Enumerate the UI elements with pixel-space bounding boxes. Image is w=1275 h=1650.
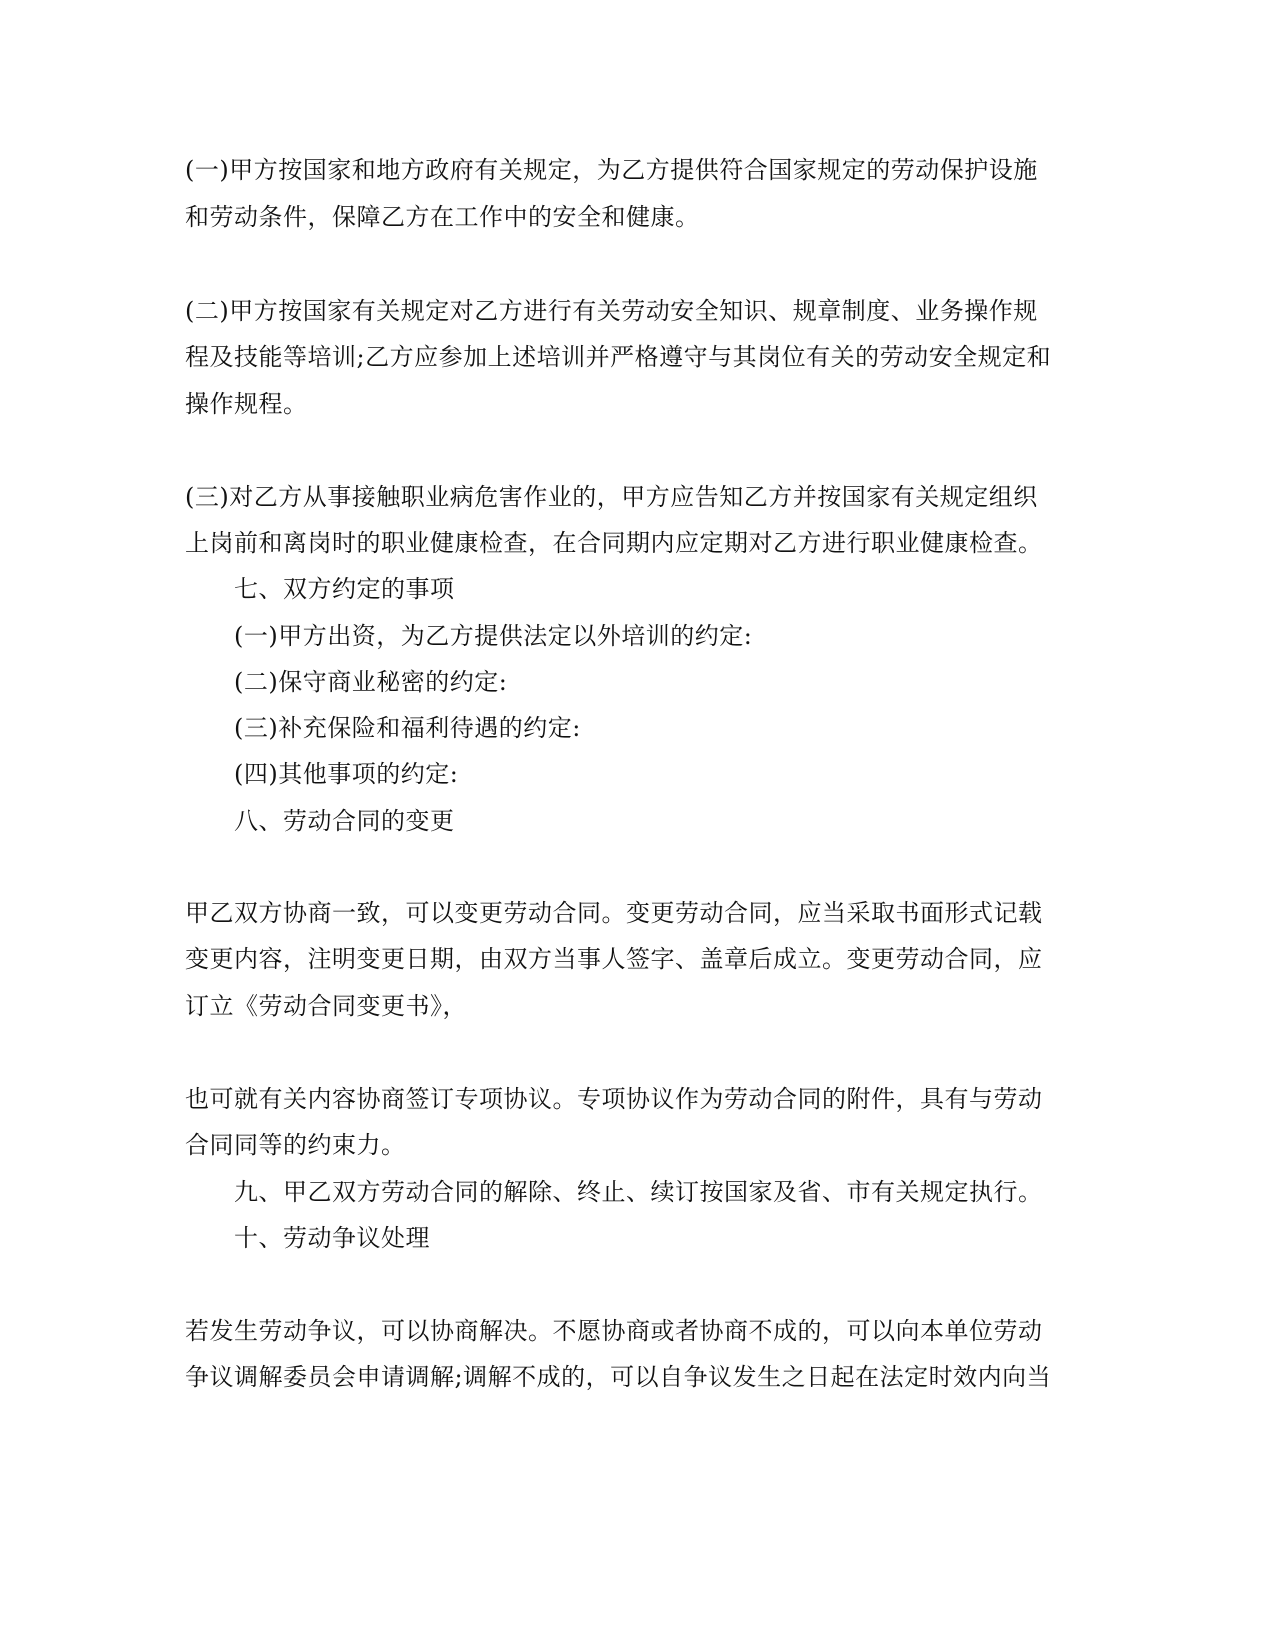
section-heading: 十、劳动争议处理	[234, 1224, 430, 1252]
section-heading: 八、劳动合同的变更	[234, 807, 455, 835]
text-line: (二)甲方按国家有关规定对乙方进行有关劳动安全知识、规章制度、业务操作规	[185, 297, 1038, 325]
text-line: (四)其他事项的约定:	[234, 760, 459, 788]
text-line: 也可就有关内容协商签订专项协议。专项协议作为劳动合同的附件，具有与劳动	[185, 1085, 1043, 1113]
text-line: 上岗前和离岗时的职业健康检查，在合同期内应定期对乙方进行职业健康检查。	[185, 529, 1043, 557]
text-line: 若发生劳动争议，可以协商解决。不愿协商或者协商不成的，可以向本单位劳动	[185, 1317, 1043, 1345]
section-heading: 九、甲乙双方劳动合同的解除、终止、续订按国家及省、市有关规定执行。	[234, 1178, 1043, 1206]
text-line: 甲乙双方协商一致，可以变更劳动合同。变更劳动合同，应当采取书面形式记载	[185, 899, 1043, 927]
text-line: (三)补充保险和福利待遇的约定:	[234, 714, 581, 742]
text-line: (二)保守商业秘密的约定:	[234, 668, 508, 696]
text-line: 争议调解委员会申请调解;调解不成的，可以自争议发生之日起在法定时效内向当	[185, 1363, 1052, 1391]
text-line: 和劳动条件，保障乙方在工作中的安全和健康。	[185, 203, 700, 231]
text-line: (一)甲方出资，为乙方提供法定以外培训的约定:	[234, 622, 753, 650]
text-line: (一)甲方按国家和地方政府有关规定，为乙方提供符合国家规定的劳动保护设施	[185, 156, 1038, 184]
text-line: 变更内容，注明变更日期，由双方当事人签字、盖章后成立。变更劳动合同，应	[185, 945, 1043, 973]
text-line: 操作规程。	[185, 390, 308, 418]
text-line: (三)对乙方从事接触职业病危害作业的，甲方应告知乙方并按国家有关规定组织	[185, 483, 1038, 511]
text-line: 订立《劳动合同变更书》，	[185, 992, 467, 1020]
section-heading: 七、双方约定的事项	[234, 575, 455, 603]
text-line: 程及技能等培训;乙方应参加上述培训并严格遵守与其岗位有关的劳动安全规定和	[185, 343, 1052, 371]
text-line: 合同同等的约束力。	[185, 1131, 406, 1159]
